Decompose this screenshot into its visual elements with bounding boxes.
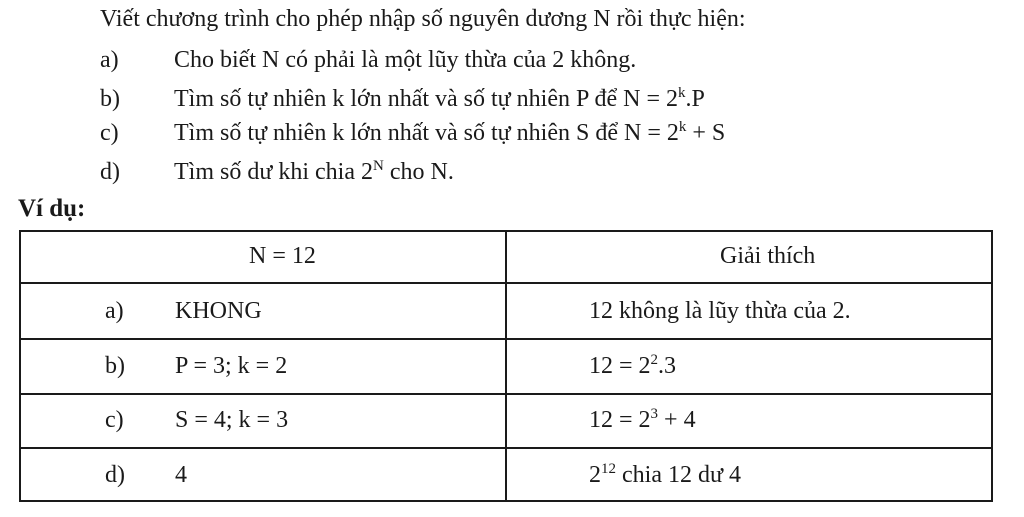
row-explanation	[589, 351, 676, 381]
example-table	[19, 230, 993, 502]
task-superscript: N	[372, 158, 384, 174]
task-label: c)	[100, 120, 119, 146]
explanation-tail: chia 12 dư 4	[616, 462, 741, 488]
row-label: d)	[105, 462, 125, 488]
explanation-text: 12 không là lũy thừa của 2.	[589, 298, 851, 324]
row-result: P = 3; k = 2	[175, 353, 288, 379]
row-divider	[21, 393, 991, 395]
task-text	[174, 157, 454, 187]
row-divider	[21, 447, 991, 449]
row-divider	[21, 338, 991, 340]
row-result: S = 4; k = 3	[175, 407, 289, 433]
task-text-tail: cho N.	[383, 159, 454, 185]
header-right: Giải thích	[720, 243, 816, 269]
row-explanation	[589, 405, 696, 435]
row-explanation	[589, 460, 741, 490]
row-divider	[21, 282, 991, 284]
row-label: b)	[105, 353, 125, 379]
task-superscript: k	[677, 85, 686, 101]
explanation-superscript: 2	[650, 352, 659, 368]
task-superscript: k	[678, 119, 687, 135]
task-text-main: Tìm số tự nhiên k lớn nhất và số tự nhiên S để N = 2	[174, 120, 679, 146]
row-label: c)	[105, 407, 124, 433]
task-text-main: Tìm số dư khi chia 2	[174, 159, 373, 185]
explanation-text: 12 = 2	[589, 407, 651, 433]
task-label: a)	[100, 47, 119, 73]
explanation-tail: + 4	[658, 407, 696, 433]
intro-line: Viết chương trình cho phép nhập số nguyên dương N rồi thực hiện:	[100, 6, 746, 32]
header-left: N = 12	[249, 243, 316, 269]
task-text: Cho biết N có phải là một lũy thừa của 2 không.	[174, 47, 637, 73]
explanation-superscript: 3	[650, 406, 659, 422]
row-result: 4	[175, 462, 187, 488]
task-text-tail: .P	[685, 86, 705, 112]
explanation-text: 12 = 2	[589, 353, 651, 379]
row-result: KHONG	[175, 298, 262, 324]
task-text-main: Tìm số tự nhiên k lớn nhất và số tự nhiên P để N = 2	[174, 86, 678, 112]
task-text	[174, 118, 725, 148]
row-explanation	[589, 296, 851, 326]
explanation-text: 2	[589, 462, 601, 488]
explanation-tail: .3	[658, 353, 677, 379]
task-label: b)	[100, 86, 120, 112]
task-text-tail: + S	[686, 120, 726, 146]
explanation-superscript: 12	[601, 461, 616, 477]
column-divider	[505, 232, 507, 500]
task-text	[174, 84, 705, 114]
example-heading: Ví dụ:	[18, 195, 86, 222]
task-label: d)	[100, 159, 120, 185]
row-label: a)	[105, 298, 124, 324]
